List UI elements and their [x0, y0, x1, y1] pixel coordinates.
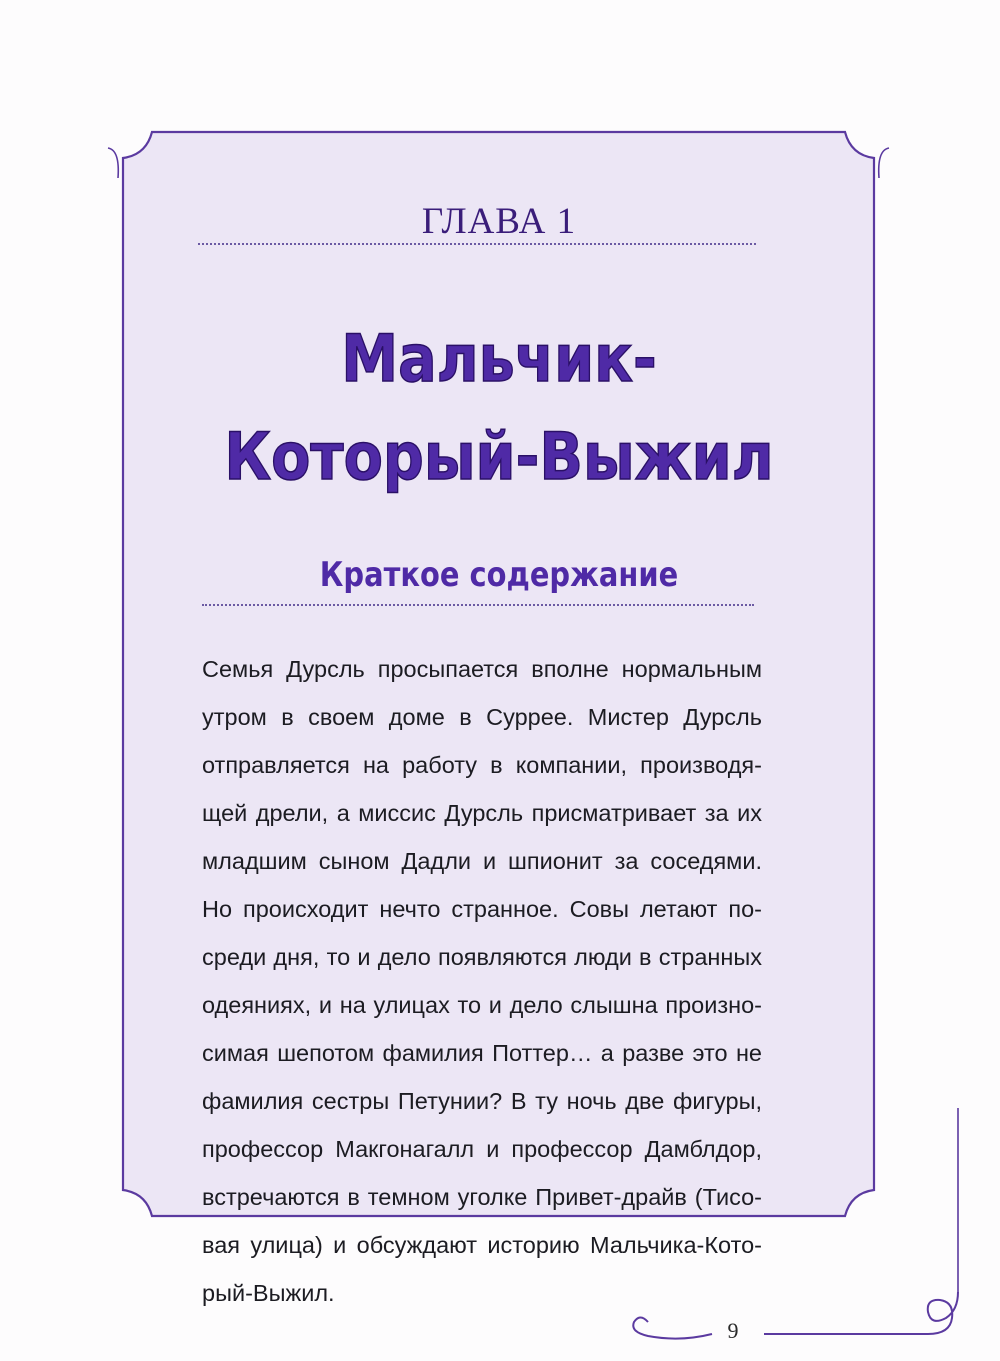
corner-flourish [879, 148, 889, 178]
summary-heading: Краткое содержание [319, 555, 679, 595]
chapter-title-line-1: Мальчик- [341, 322, 657, 397]
summary-line: среди дня, то и дело появляются люди в странных [202, 944, 762, 970]
summary-line: рый-Выжил. [202, 1280, 335, 1306]
summary-line: симая шепотом фамилия Поттер… а разве это не [202, 1040, 762, 1066]
summary-line: младшим сыном Дадли и шпионит за соседями. [202, 848, 762, 874]
summary-line: отправляется на работу в компании, производя- [202, 752, 762, 778]
summary-text [202, 645, 762, 1317]
summary-line: Семья Дурсль просыпается вполне нормальным [202, 656, 762, 682]
summary-line: одеяниях, и на улицах то и дело слышна произно- [202, 992, 762, 1018]
page-number: 9 [727, 1318, 739, 1343]
summary-line: фамилия сестры Петунии? В ту ночь две фигуры, [202, 1088, 762, 1114]
summary-line: Но происходит нечто странное. Совы летают по- [202, 896, 762, 922]
chapter-title-line-2: Который-Выжил [224, 420, 774, 495]
chapter-panel [130, 150, 868, 1306]
summary-line: утром в своем доме в Суррее. Мистер Дурсль [202, 704, 762, 730]
footer-swirl-right [764, 1292, 958, 1334]
summary-line: встречаются в темном уголке Привет-драйв (Тисо- [202, 1184, 762, 1210]
dotted-divider [202, 604, 754, 606]
chapter-label: ГЛАВА 1 [421, 201, 577, 242]
summary-line: щей дрели, а миссис Дурсль присматривает за их [202, 800, 762, 826]
dotted-divider [198, 243, 756, 245]
summary-line: профессор Макгонагалл и профессор Дамблдор, [202, 1136, 762, 1162]
corner-flourish [108, 148, 118, 178]
summary-line: вая улица) и обсуждают историю Мальчика-Кото- [202, 1232, 762, 1258]
footer-swirl-left [633, 1318, 712, 1339]
